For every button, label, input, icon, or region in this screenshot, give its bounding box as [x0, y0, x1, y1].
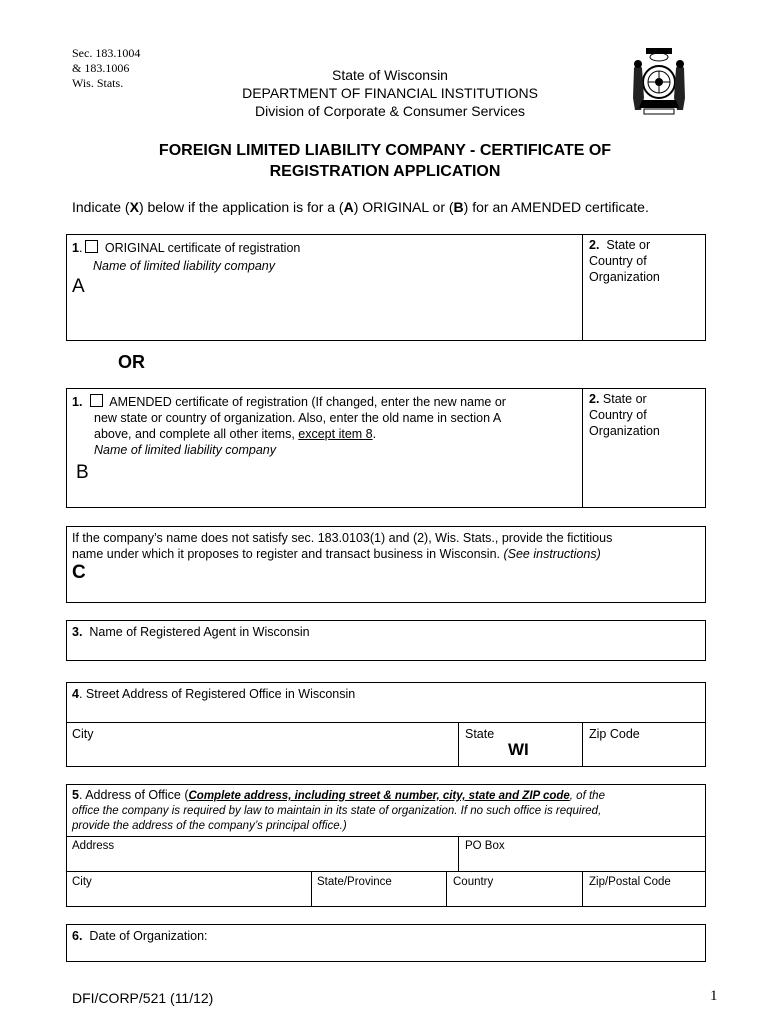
label-text: (See instructions) — [503, 547, 601, 561]
statute-line: Sec. 183.1004 — [72, 46, 141, 60]
label-text: provide the address of the company’s principal office.) — [72, 820, 347, 832]
section-marker-c: C — [72, 562, 86, 583]
state-name: State of Wisconsin — [332, 67, 448, 83]
or-separator: OR — [118, 352, 145, 372]
label-text: Name of Registered Agent in Wisconsin — [89, 625, 310, 639]
statute-line: Wis. Stats. — [72, 76, 124, 90]
divider — [582, 722, 583, 767]
item-number: 2. — [589, 238, 600, 252]
registered-agent-field[interactable] — [68, 640, 704, 659]
section-b-label — [72, 394, 578, 458]
label-text: If the company’s name does not satisfy sec. 183.0103(1) and (2), Wis. Stats., provide the fictitious — [72, 531, 613, 545]
label-text: AMENDED certificate of registration (If changed, enter the new name or — [109, 395, 506, 409]
label-text: Complete address, including street & number, city, state and ZIP code — [188, 790, 570, 802]
item-number: 6. — [72, 929, 83, 943]
page-number: 1 — [710, 988, 718, 1004]
form-title-line: REGISTRATION APPLICATION — [269, 163, 501, 180]
item-number: 5 — [72, 788, 79, 802]
item-number: 2. — [589, 392, 600, 406]
divider — [458, 836, 459, 871]
amended-checkbox[interactable] — [90, 394, 103, 407]
divider — [458, 722, 459, 767]
state-province-field[interactable] — [313, 888, 444, 905]
state-country-field-a[interactable] — [584, 290, 704, 338]
street-address-field[interactable] — [68, 702, 704, 720]
zip-label: Zip Code — [589, 727, 640, 741]
divider — [582, 234, 583, 341]
label-text: . — [372, 427, 377, 441]
item-number: 3. — [72, 625, 83, 639]
item-number: 1 — [72, 241, 79, 255]
statute-reference — [72, 46, 140, 91]
label-text: Organization — [589, 270, 660, 284]
divider — [582, 871, 583, 907]
amended-llc-name-field[interactable] — [68, 466, 578, 506]
original-checkbox[interactable] — [85, 240, 98, 253]
po-box-field[interactable] — [460, 852, 704, 869]
form-id: DFI/CORP/521 (11/12) — [72, 990, 214, 1006]
wisconsin-seal-icon — [628, 46, 690, 118]
division-name: Division of Corporate & Consumer Services — [255, 103, 525, 119]
divider — [66, 722, 706, 723]
office-address-field[interactable] — [68, 852, 456, 869]
label-text: except item 8 — [298, 427, 373, 441]
original-llc-name-field[interactable] — [68, 300, 578, 338]
zip-field[interactable] — [584, 742, 704, 765]
city-field[interactable] — [68, 742, 456, 765]
office-address-label — [72, 787, 702, 834]
zip-postal-label: Zip/Postal Code — [589, 876, 671, 888]
divider — [66, 836, 706, 837]
instruction-part: ) ORIGINAL or ( — [353, 199, 454, 215]
date-of-organization-field[interactable] — [230, 926, 704, 960]
office-city-field[interactable] — [68, 888, 309, 905]
state-country-label-a — [589, 237, 660, 285]
divider — [66, 871, 706, 872]
date-of-organization-label — [72, 928, 208, 944]
state-country-label-b — [589, 391, 660, 439]
office-city-label: City — [72, 876, 92, 888]
street-address-label — [72, 686, 355, 702]
section-a-label: 1. ORIGINAL certificate of registration — [72, 241, 301, 255]
llc-name-label: Name of limited liability company — [94, 443, 277, 457]
fictitious-name-label — [72, 530, 702, 562]
instruction-a: A — [343, 199, 354, 215]
country-field[interactable] — [448, 888, 580, 905]
state-country-field-b[interactable] — [584, 446, 704, 506]
divider — [311, 871, 312, 907]
label-text: , of the — [569, 790, 605, 802]
section-marker-b: B — [76, 462, 89, 483]
label-text: new state or country of organization. Also, enter the old name in section A — [94, 411, 502, 425]
address-label: Address — [72, 840, 115, 852]
city-label: City — [72, 727, 94, 741]
form-title — [80, 140, 690, 182]
instruction-part: Indicate ( — [72, 199, 130, 215]
instruction-b: B — [453, 199, 464, 215]
country-label: Country — [453, 876, 494, 888]
zip-postal-field[interactable] — [584, 888, 704, 905]
fictitious-name-field[interactable] — [92, 566, 702, 600]
po-box-label: PO Box — [465, 840, 505, 852]
label-text: above, and complete all other items, — [94, 427, 299, 441]
divider — [446, 871, 447, 907]
department-name: DEPARTMENT OF FINANCIAL INSTITUTIONS — [242, 85, 538, 101]
label-text: . Street Address of Registered Office in Wisconsin — [78, 687, 356, 701]
label-text: Country of — [589, 408, 647, 422]
statute-line: & 183.1006 — [72, 61, 130, 75]
label-text: office the company is required by law to maintain in its state of organization. If no such office is required, — [72, 805, 602, 817]
form-title-line: FOREIGN LIMITED LIABILITY COMPANY - CERTIFICATE OF — [158, 142, 612, 159]
label-text: . Address of Office ( — [78, 788, 189, 802]
label-text: name under which it proposes to register and transact business in Wisconsin. — [72, 547, 504, 561]
instruction-part: ) below if the application is for a ( — [138, 199, 344, 215]
item-number: 4 — [72, 687, 79, 701]
original-label: ORIGINAL certificate of registration — [104, 241, 301, 255]
instruction-text — [72, 199, 649, 215]
instruction-x: X — [129, 199, 139, 215]
divider — [582, 388, 583, 508]
label-text: Date of Organization: — [89, 929, 208, 943]
agency-header — [190, 66, 590, 120]
label-text: State or — [606, 238, 651, 252]
item-number: 1. — [72, 395, 83, 409]
state-label: State — [465, 727, 495, 741]
label-text: Organization — [589, 424, 660, 438]
registered-agent-label — [72, 624, 310, 640]
state-province-label: State/Province — [317, 876, 392, 888]
section-marker-a: A — [72, 276, 85, 297]
instruction-part: ) for an AMENDED certificate. — [463, 199, 649, 215]
state-value: WI — [508, 740, 529, 759]
llc-name-label: Name of limited liability company — [93, 259, 276, 273]
label-text: State or — [602, 392, 647, 406]
label-text: Country of — [589, 254, 647, 268]
